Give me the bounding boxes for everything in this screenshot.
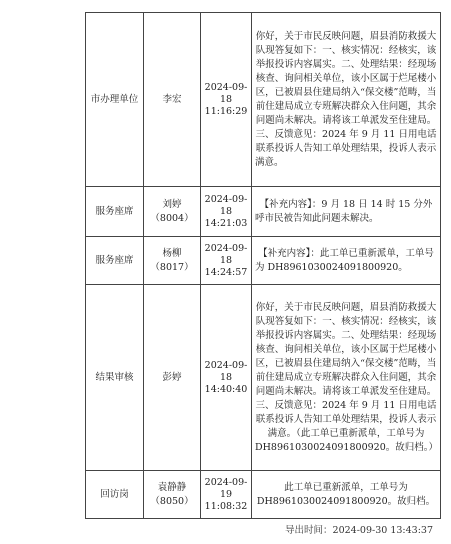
person-id: （8050） [150,495,194,507]
time-date: 2024-09- [204,242,248,254]
time-date: 2024-09- [204,193,248,205]
unit-cell: 回访岗 [86,471,144,519]
unit-cell: 服务座席 [86,237,144,285]
time-date: 2024-09- [204,476,248,488]
time-day: 18 [219,371,233,383]
time-cell [201,237,252,285]
unit-cell: 市办理单位 [86,13,144,187]
time-day: 18 [219,254,233,266]
time-cell [201,13,252,187]
export-time-footer [285,522,433,536]
time-clock: 14:40:40 [204,383,248,395]
table-row [86,237,441,285]
unit-cell: 结果审核 [86,285,144,471]
table-row [86,187,441,237]
work-order-log-table [85,12,441,519]
time-day: 19 [219,488,233,500]
content-cell: 你好，关于市民反映问题，眉县消防救援大队现答复如下：一、核实情况：经核实，该举报投诉内容属实。二、处理结果：经现场核查、询问相关单位，该小区属于烂尾楼小区，已被眉县住建局纳入“保交楼”范畴，当前住建局成立专班解决群众入住问题，其余问题尚未解决。请将该工单派发至住建局。三、反馈意见：2024 年 9 月 11 日用电话联系投诉人告知工单处理结果，投诉人表示满意。 [252,13,441,187]
time-date: 2024-09- [204,359,248,371]
time-clock: 14:24:57 [204,266,248,278]
person-cell [144,237,201,285]
unit-cell: 服务座席 [86,187,144,237]
person-cell [144,285,201,471]
time-date: 2024-09- [204,81,248,93]
table-row [86,285,441,471]
content-cell: 【补充内容】：9 月 18 日 14 时 15 分外呼市民被告知此问题未解决。 [252,187,441,237]
export-time-value: 2024-09-30 13:43:37 [332,525,433,536]
person-cell [144,187,201,237]
person-name: 刘婷 [162,198,182,210]
person-name: 彭婷 [162,371,182,383]
person-name: 杨柳 [162,247,182,259]
time-cell [201,187,252,237]
person-id: （8004） [150,212,194,224]
person-cell [144,471,201,519]
table-row [86,13,441,187]
content-cell: 【补充内容】：此工单已重新派单，工单号为 DH8961030024091800920。 [252,237,441,285]
person-name: 李宏 [162,93,182,105]
time-day: 18 [219,205,233,217]
export-time-label: 导出时间： [285,525,333,536]
time-day: 18 [219,93,233,105]
content-cell: 你好，关于市民反映问题，眉县消防救援大队现答复如下：一、核实情况：经核实，该举报投诉内容属实。二、处理结果：经现场核查、询问相关单位，该小区属于烂尾楼小区，已被眉县住建局纳入“保交楼”范畴，当前住建局成立专班解决群众入住问题，其余问题尚未解决。请将该工单派发至住建局。三、反馈意见：2024 年 9 月 11 日用电话联系投诉人告知工单处理结果，投诉人表示满意。（此工单已重新派单，工单号为 DH8961030024091800920。故归档。） [252,285,441,471]
person-name: 袁静静 [157,481,187,493]
time-cell [201,471,252,519]
time-clock: 11:16:29 [204,105,248,117]
time-clock: 14:21:03 [204,217,248,229]
table-row [86,471,441,519]
person-id: （8017） [150,261,194,273]
person-cell [144,13,201,187]
time-cell [201,285,252,471]
time-clock: 11:08:32 [204,500,248,512]
content-cell: 此工单已重新派单，工单号为 DH8961030024091800920。故归档。 [252,471,441,519]
